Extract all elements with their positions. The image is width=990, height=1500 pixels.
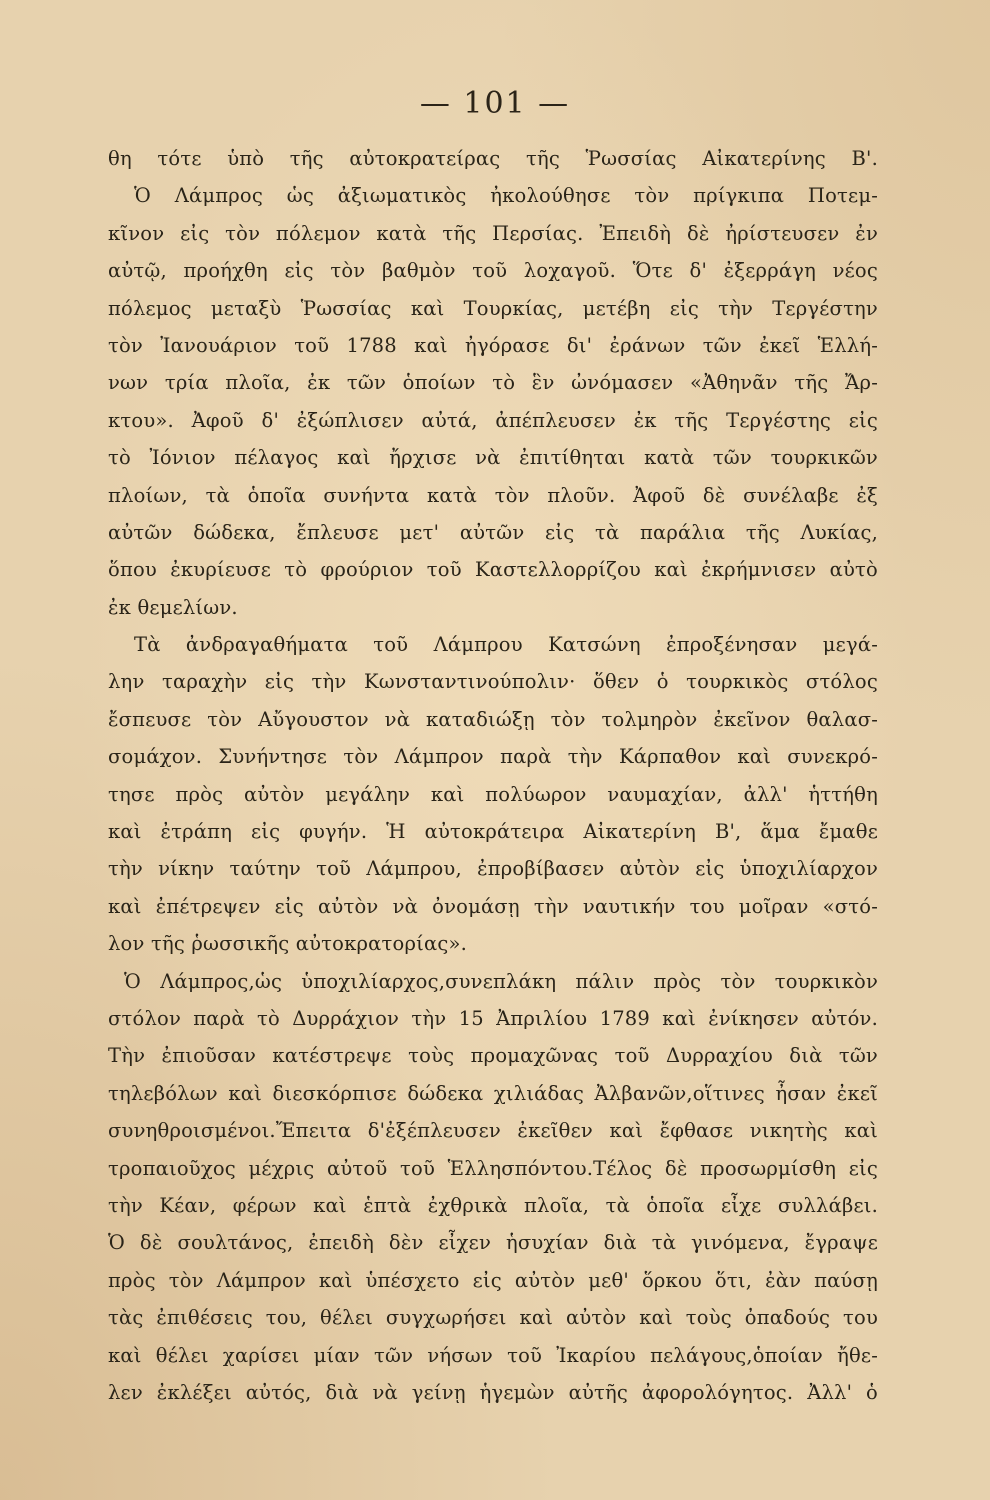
text-line: λην ταραχὴν εἰς τὴν Κωνσταντινούπολιν· ὅθεν ὁ τουρκικὸς στόλος	[108, 670, 878, 694]
body-text	[108, 140, 878, 1411]
text-line: αὐτῷ, προήχθη εἰς τὸν βαθμὸν τοῦ λοχαγοῦ. Ὅτε δ' ἐξερράγη νέος	[108, 259, 878, 283]
text-line: πρὸς τὸν Λάμπρον καὶ ὑπέσχετο εἰς αὐτὸν μεθ' ὅρκου ὅτι, ἐὰν παύσῃ	[108, 1268, 878, 1292]
text-line: τροπαιοῦχος μέχρις αὐτοῦ τοῦ Ἑλλησπόντου.Τέλος δὲ προσωρμίσθη εἰς	[108, 1156, 878, 1180]
text-line: Τὰ ἀνδραγαθήματα τοῦ Λάμπρου Κατσώνη ἐπροξένησαν μεγά-	[134, 633, 878, 657]
text-line: τηλεβόλων καὶ διεσκόρπισε δώδεκα χιλιάδας Ἀλβανῶν,οἵτινες ἦσαν ἐκεῖ	[108, 1081, 878, 1105]
text-line: θη τότε ὑπὸ τῆς αὐτοκρατείρας τῆς Ῥωσσίας Αἰκατερίνης Β'.	[108, 147, 878, 170]
text-line: Ὁ δὲ σουλτάνος, ἐπειδὴ δὲν εἶχεν ἡσυχίαν διὰ τὰ γινόμενα, ἔγραψε	[108, 1231, 878, 1255]
text-line: ἔσπευσε τὸν Αὔγουστον νὰ καταδιώξῃ τὸν τολμηρὸν ἐκεῖνον θαλασ-	[108, 707, 878, 731]
text-line: συνηθροισμένοι.Ἔπειτα δ'ἐξέπλευσεν ἐκεῖθεν καὶ ἔφθασε νικητὴς καὶ	[108, 1119, 878, 1143]
text-line: πλοίων, τὰ ὁποῖα συνήντα κατὰ τὸν πλοῦν. Ἀφοῦ δὲ συνέλαβε ἐξ	[108, 483, 878, 507]
text-line: πόλεμος μεταξὺ Ῥωσσίας καὶ Τουρκίας, μετέβη εἰς τὴν Τεργέστην	[108, 296, 878, 320]
text-line: τὸν Ἰανουάριον τοῦ 1788 καὶ ἠγόρασε δι' ἐράνων τῶν ἐκεῖ Ἑλλή-	[108, 333, 878, 357]
text-line: τὴν νίκην ταύτην τοῦ Λάμπρου, ἐπροβίβασεν αὐτὸν εἰς ὑποχιλίαρχον	[108, 857, 878, 881]
text-line: τὴν Κέαν, φέρων καὶ ἑπτὰ ἐχθρικὰ πλοῖα, τὰ ὁποῖα εἶχε συλλάβει.	[108, 1193, 878, 1217]
text-line: τὸ Ἰόνιον πέλαγος καὶ ἤρχισε νὰ ἐπιτίθηται κατὰ τῶν τουρκικῶν	[108, 446, 878, 470]
text-line: τὰς ἐπιθέσεις του, θέλει συγχωρήσει καὶ αὐτὸν καὶ τοὺς ὀπαδούς του	[108, 1306, 878, 1330]
text-line: κῖνον εἰς τὸν πόλεμον κατὰ τῆς Περσίας. Ἐπειδὴ δὲ ἠρίστευσεν ἐν	[108, 221, 878, 245]
text-line: ὅπου ἐκυρίευσε τὸ φρούριον τοῦ Καστελλορρίζου καὶ ἐκρήμνισεν αὐτὸ	[108, 558, 878, 582]
text-line: στόλον παρὰ τὸ Δυρράχιον τὴν 15 Ἀπριλίου 1789 καὶ ἐνίκησεν αὐτόν.	[108, 1006, 878, 1030]
text-line: καὶ θέλει χαρίσει μίαν τῶν νήσων τοῦ Ἰκαρίου πελάγους,ὁποίαν ἤθε-	[108, 1343, 878, 1367]
text-line: τησε πρὸς αὐτὸν μεγάλην καὶ πολύωρον ναυμαχίαν, ἀλλ' ἡττήθη	[108, 782, 878, 806]
text-line: λεν ἐκλέξει αὐτός, διὰ νὰ γείνῃ ἡγεμὼν αὐτῆς ἀφορολόγητος. Ἀλλ' ὁ	[108, 1380, 878, 1404]
text-line: καὶ ἐπέτρεψεν εἰς αὐτὸν νὰ ὀνομάσῃ τὴν ναυτικήν του μοῖραν «στό-	[108, 894, 878, 918]
text-line: Ὁ Λάμπρος ὡς ἀξιωματικὸς ἠκολούθησε τὸν πρίγκιπα Ποτεμ-	[134, 184, 878, 208]
text-line: Τὴν ἐπιοῦσαν κατέστρεψε τοὺς προμαχῶνας τοῦ Δυρραχίου διὰ τῶν	[108, 1044, 878, 1068]
text-line: λον τῆς ῥωσσικῆς αὐτοκρατορίας».	[108, 932, 467, 956]
text-line: καὶ ἐτράπη εἰς φυγήν. Ἡ αὐτοκράτειρα Αἰκατερίνη Β', ἅμα ἔμαθε	[108, 820, 878, 844]
text-line: ἐκ θεμελίων.	[108, 595, 238, 619]
text-line: κτου». Ἀφοῦ δ' ἐξώπλισεν αὐτά, ἀπέπλευσεν ἐκ τῆς Τεργέστης εἰς	[108, 408, 878, 432]
text-line: αὐτῶν δώδεκα, ἔπλευσε μετ' αὐτῶν εἰς τὰ παράλια τῆς Λυκίας,	[108, 520, 878, 544]
text-line: νων τρία πλοῖα, ἐκ τῶν ὁποίων τὸ ἓν ὠνόμασεν «Ἀθηνᾶν τῆς Ἄρ-	[108, 371, 878, 395]
text-line: Ὁ Λάμπρος,ὡς ὑποχιλίαρχος,συνεπλάκη πάλιν πρὸς τὸν τουρκικὸν	[124, 969, 878, 993]
text-line: σομάχον. Συνήντησε τὸν Λάμπρον παρὰ τὴν Κάρπαθον καὶ συνεκρό-	[108, 745, 878, 769]
page-number: — 101 —	[419, 86, 571, 121]
